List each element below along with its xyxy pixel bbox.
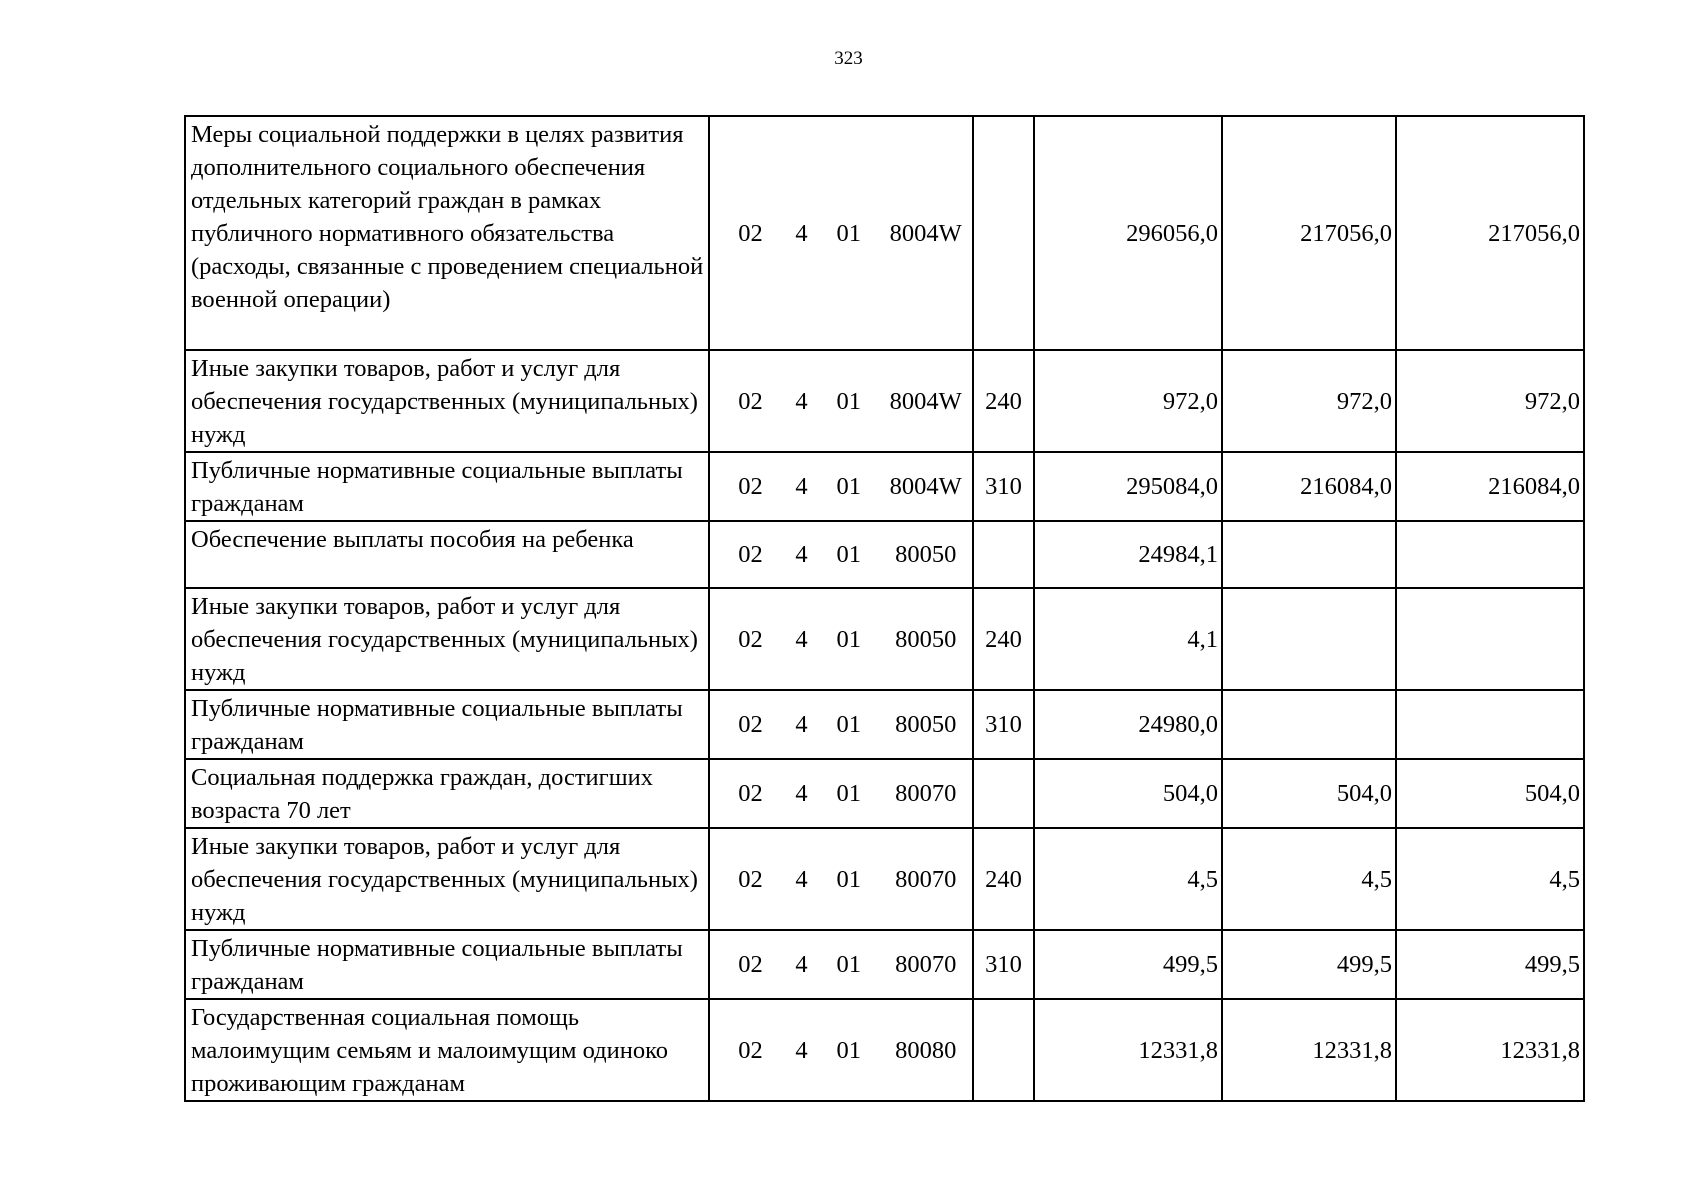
classification-codes (709, 828, 973, 930)
classification-codes (709, 350, 973, 452)
amount-2: 12331,8 (1222, 999, 1396, 1101)
amount-3 (1396, 690, 1584, 759)
budget-table (184, 115, 1585, 1102)
subsection-code: 4 (795, 625, 808, 653)
amount-2: 504,0 (1222, 759, 1396, 828)
target-code: 80050 (895, 625, 957, 653)
row-description: Социальная поддержка граждан, достигших возраста 70 лет (185, 759, 709, 828)
amount-3: 12331,8 (1396, 999, 1584, 1101)
amount-2: 4,5 (1222, 828, 1396, 930)
table-row (185, 930, 1584, 999)
section-code: 02 (738, 219, 763, 247)
amount-2 (1222, 521, 1396, 588)
amount-2 (1222, 588, 1396, 690)
amount-2: 972,0 (1222, 350, 1396, 452)
expense-type-code: 240 (973, 828, 1034, 930)
amount-1: 4,5 (1034, 828, 1222, 930)
target-code: 80070 (895, 865, 957, 893)
expense-type-code (973, 116, 1034, 350)
amount-1: 12331,8 (1034, 999, 1222, 1101)
budget-table-body (185, 116, 1584, 1101)
table-row (185, 828, 1584, 930)
amount-3: 4,5 (1396, 828, 1584, 930)
amount-1: 24984,1 (1034, 521, 1222, 588)
expense-type-code: 310 (973, 452, 1034, 521)
amount-3: 972,0 (1396, 350, 1584, 452)
row-description: Публичные нормативные социальные выплаты гражданам (185, 690, 709, 759)
target-code: 8004W (889, 219, 962, 247)
table-row (185, 521, 1584, 588)
target-code: 8004W (889, 387, 962, 415)
target-code: 80050 (895, 541, 957, 568)
classification-codes (709, 930, 973, 999)
row-description: Меры социальной поддержки в целях развития дополнительного социального обеспечения отдельных категорий граждан в рамках публичного нормативного обязательства (расходы, связанные с проведением специальной военной операции) (185, 116, 709, 350)
expense-type-code (973, 521, 1034, 588)
classification-codes (709, 521, 973, 588)
table-row (185, 350, 1584, 452)
program-code: 01 (836, 780, 861, 807)
amount-2: 217056,0 (1222, 116, 1396, 350)
program-code: 01 (836, 541, 861, 568)
amount-1: 24980,0 (1034, 690, 1222, 759)
section-code: 02 (738, 711, 763, 738)
program-code: 01 (836, 387, 861, 415)
amount-3 (1396, 521, 1584, 588)
subsection-code: 4 (795, 951, 808, 978)
section-code: 02 (738, 473, 763, 500)
amount-2: 216084,0 (1222, 452, 1396, 521)
target-code: 8004W (889, 473, 962, 500)
row-description: Государственная социальная помощь малоимущим семьям и малоимущим одиноко проживающим гражданам (185, 999, 709, 1101)
amount-1: 295084,0 (1034, 452, 1222, 521)
expense-type-code: 310 (973, 930, 1034, 999)
section-code: 02 (738, 780, 763, 807)
subsection-code: 4 (795, 780, 808, 807)
section-code: 02 (738, 387, 763, 415)
subsection-code: 4 (795, 219, 808, 247)
row-description: Обеспечение выплаты пособия на ребенка (185, 521, 709, 588)
classification-codes (709, 999, 973, 1101)
row-description: Публичные нормативные социальные выплаты гражданам (185, 930, 709, 999)
expense-type-code: 240 (973, 588, 1034, 690)
amount-2: 499,5 (1222, 930, 1396, 999)
table-row (185, 116, 1584, 350)
expense-type-code (973, 759, 1034, 828)
target-code: 80050 (895, 711, 957, 738)
row-description: Иные закупки товаров, работ и услуг для обеспечения государственных (муниципальных) нужд (185, 828, 709, 930)
table-row (185, 588, 1584, 690)
amount-3: 217056,0 (1396, 116, 1584, 350)
subsection-code: 4 (795, 865, 808, 893)
amount-3: 504,0 (1396, 759, 1584, 828)
subsection-code: 4 (795, 1036, 808, 1064)
row-description: Иные закупки товаров, работ и услуг для обеспечения государственных (муниципальных) нужд (185, 350, 709, 452)
expense-type-code: 310 (973, 690, 1034, 759)
program-code: 01 (836, 865, 861, 893)
row-description: Публичные нормативные социальные выплаты гражданам (185, 452, 709, 521)
subsection-code: 4 (795, 387, 808, 415)
section-code: 02 (738, 625, 763, 653)
amount-1: 4,1 (1034, 588, 1222, 690)
program-code: 01 (836, 625, 861, 653)
section-code: 02 (738, 865, 763, 893)
subsection-code: 4 (795, 541, 808, 568)
expense-type-code (973, 999, 1034, 1101)
section-code: 02 (738, 1036, 763, 1064)
table-row (185, 999, 1584, 1101)
amount-1: 504,0 (1034, 759, 1222, 828)
subsection-code: 4 (795, 473, 808, 500)
table-row (185, 759, 1584, 828)
amount-3 (1396, 588, 1584, 690)
amount-2 (1222, 690, 1396, 759)
classification-codes (709, 759, 973, 828)
table-row (185, 452, 1584, 521)
page-number: 323 (834, 48, 863, 69)
classification-codes (709, 452, 973, 521)
amount-1: 499,5 (1034, 930, 1222, 999)
target-code: 80070 (895, 951, 957, 978)
section-code: 02 (738, 951, 763, 978)
expense-type-code: 240 (973, 350, 1034, 452)
program-code: 01 (836, 473, 861, 500)
classification-codes (709, 690, 973, 759)
classification-codes (709, 588, 973, 690)
subsection-code: 4 (795, 711, 808, 738)
amount-1: 972,0 (1034, 350, 1222, 452)
target-code: 80080 (895, 1036, 957, 1064)
program-code: 01 (836, 951, 861, 978)
amount-1: 296056,0 (1034, 116, 1222, 350)
program-code: 01 (836, 1036, 861, 1064)
section-code: 02 (738, 541, 763, 568)
table-row (185, 690, 1584, 759)
program-code: 01 (836, 219, 861, 247)
target-code: 80070 (895, 780, 957, 807)
amount-3: 216084,0 (1396, 452, 1584, 521)
program-code: 01 (836, 711, 861, 738)
row-description: Иные закупки товаров, работ и услуг для обеспечения государственных (муниципальных) нужд (185, 588, 709, 690)
amount-3: 499,5 (1396, 930, 1584, 999)
classification-codes (709, 116, 973, 350)
